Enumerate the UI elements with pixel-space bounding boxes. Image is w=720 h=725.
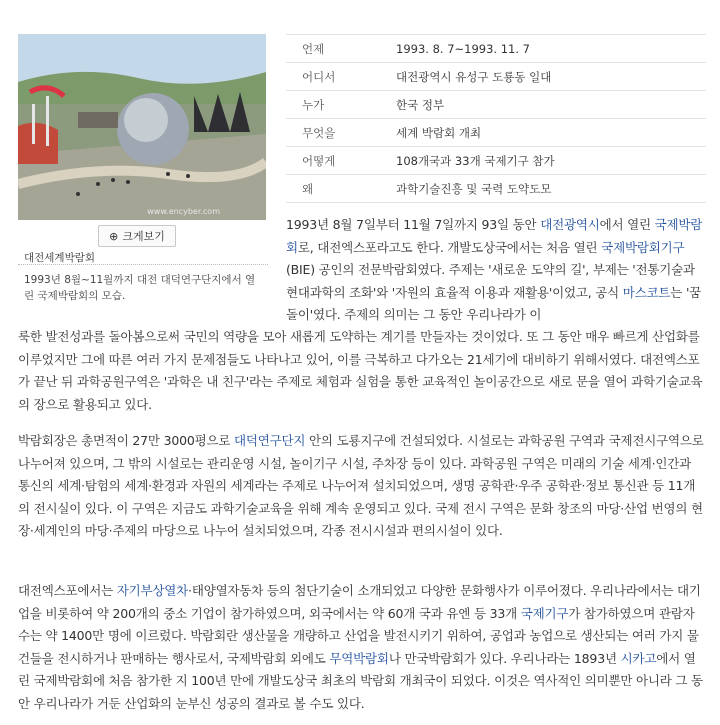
table-row	[286, 119, 706, 147]
link-international-org[interactable]: 국제기구	[520, 605, 569, 621]
row-value: 108개국과 33개 국제기구 참가	[380, 147, 706, 175]
link-trade-fair[interactable]: 무역박람회	[329, 650, 389, 666]
paragraph-site: 박람회장은 총면적이 27만 3000평으로 대덕연구단지 안의 도룡지구에 건설되었다. 시설로는 과학공원 구역과 국제전시구역으로 나누어져 있으며, 그 밖의 시설로는 관리운영 시설, 놀이기구 시설, 주차장 등이 있다. 과학공원 구역은 미래의 기술 세계·인간과 통신의 세계·탐험의 세계·환경과 자원의 세계라는 주제로 나누어져 설치되었으며, 생명 공학관·우주 공학관·정보 통신관 등 11개의 전시실이 있다. 이 구역은 지금도 과학기술교육을 위해 계속 운영되고 있다. 국제 전시 구역은 문화 창조의 마당·산업 번영의 현장·세계인의 마당·주제의 마당으로 나누어 설치되었으며, 각종 전시시설과 편의시설이 있다.	[18, 433, 704, 538]
expo-photo-box	[18, 34, 266, 220]
table-row	[286, 147, 706, 175]
row-value: 대전광역시 유성구 도룡동 일대	[380, 63, 706, 91]
row-value: 과학기술진흥 및 국력 도약도모	[380, 175, 706, 203]
link-international-expo[interactable]: 국제박람회	[286, 217, 703, 255]
link-bie[interactable]: 국제박람회기구	[601, 239, 685, 255]
expo-photo[interactable]	[18, 34, 266, 220]
row-value: 한국 정부	[380, 91, 706, 119]
row-key: 왜	[286, 175, 380, 203]
table-row	[286, 35, 706, 63]
table-row	[286, 91, 706, 119]
photo-caption-desc: 1993년 8월~11월까지 대전 대덕연구단지에서 열린 국제박람회의 모습.	[24, 274, 256, 302]
expo-photo-illustration	[18, 34, 266, 220]
paragraph-intro-continued: 룩한 발전성과를 돌아봄으로써 국민의 역량을 모아 새롭게 도약하는 계기를 만들자는 것이었다. 또 그 동안 매우 빠르게 산업화를 이루었지만 그에 따른 여러 가지 문제점들도 나타나고 있어, 이를 극복하고 다가오는 21세기에 대비하기 위해서였다. 대전엑스포가 끝난 뒤 과학공원구역은 '과학은 내 친구'라는 주제로 체험과 실험을 통한 교육적인 놀이공간으로 새로 문을 열어 과학기술교육의 장으로 활용되고 있다.	[18, 329, 703, 412]
table-row	[286, 175, 706, 203]
row-key: 누가	[286, 91, 380, 119]
photo-watermark: www.encyber.com	[147, 207, 220, 216]
zoom-button[interactable]	[98, 225, 176, 247]
row-key: 무엇을	[286, 119, 380, 147]
caption-divider	[18, 264, 268, 265]
row-key: 어떻게	[286, 147, 380, 175]
link-maglev[interactable]: 자기부상열차	[116, 583, 189, 598]
row-value: 세계 박람회 개최	[380, 119, 706, 147]
photo-caption-title: 대전세계박람회	[24, 252, 96, 264]
link-daedeok[interactable]: 대덕연구단지	[234, 433, 306, 448]
paragraph-events: 대전엑스포에서는 자기부상열차·태양열자동차 등의 첨단기술이 소개되었고 다양한 문화행사가 이루어졌다. 우리나라에서는 대기업을 비롯하여 약 200개의 중소 기업이 참가하였으며, 외국에서는 약 60개 국과 유엔 등 33개 국제기구가 참가하였으며 관람자 수는 약 1400만 명에 이르렀다. 박람회란 생산물을 개량하고 산업을 발전시키기 위하여, 공업과 농업으로 생산되는 여러 가지 물건들을 전시하거나 판매하는 행사로서, 국제박람회 외에도 무역박람회나 만국박람회가 있다. 우리나라는 1893년 시카고에서 열린 국제박람회에 처음 참가한 지 100년 만에 개발도상국 최초의 박람회 개최국이 되었다. 이것은 역사적인 의미뿐만 아니라 그 동안 우리나라가 거둔 산업화의 눈부신 성공의 결과로 볼 수도 있다.	[18, 583, 703, 711]
row-key: 어디서	[286, 63, 380, 91]
link-daejeon[interactable]: 대전광역시	[540, 217, 600, 232]
paragraph-intro: 1993년 8월 7일부터 11월 7일까지 93일 동안 대전광역시에서 열린 국제박람회로, 대전엑스포라고도 한다. 개발도상국에서는 처음 열린 국제박람회기구(BIE) 공인의 전문박람회였다. 주제는 '새로운 도약의 길', 부제는 '전통기술과 현대과학의 조화'와 '자원의 효율적 이용과 재활용'이었고, 공식 마스코트는 '꿈돌이'였다. 주제의 의미는 그 동안 우리나라가 이	[286, 217, 703, 322]
row-key: 언제	[286, 35, 380, 63]
summary-table	[286, 34, 706, 203]
link-chicago[interactable]: 시카고	[620, 650, 657, 666]
zoom-button-label: 크게보기	[122, 230, 165, 243]
link-mascot[interactable]: 마스코트	[622, 284, 671, 300]
row-value: 1993. 8. 7~1993. 11. 7	[380, 35, 706, 63]
magnify-icon: ⊕	[109, 229, 119, 243]
table-row	[286, 63, 706, 91]
